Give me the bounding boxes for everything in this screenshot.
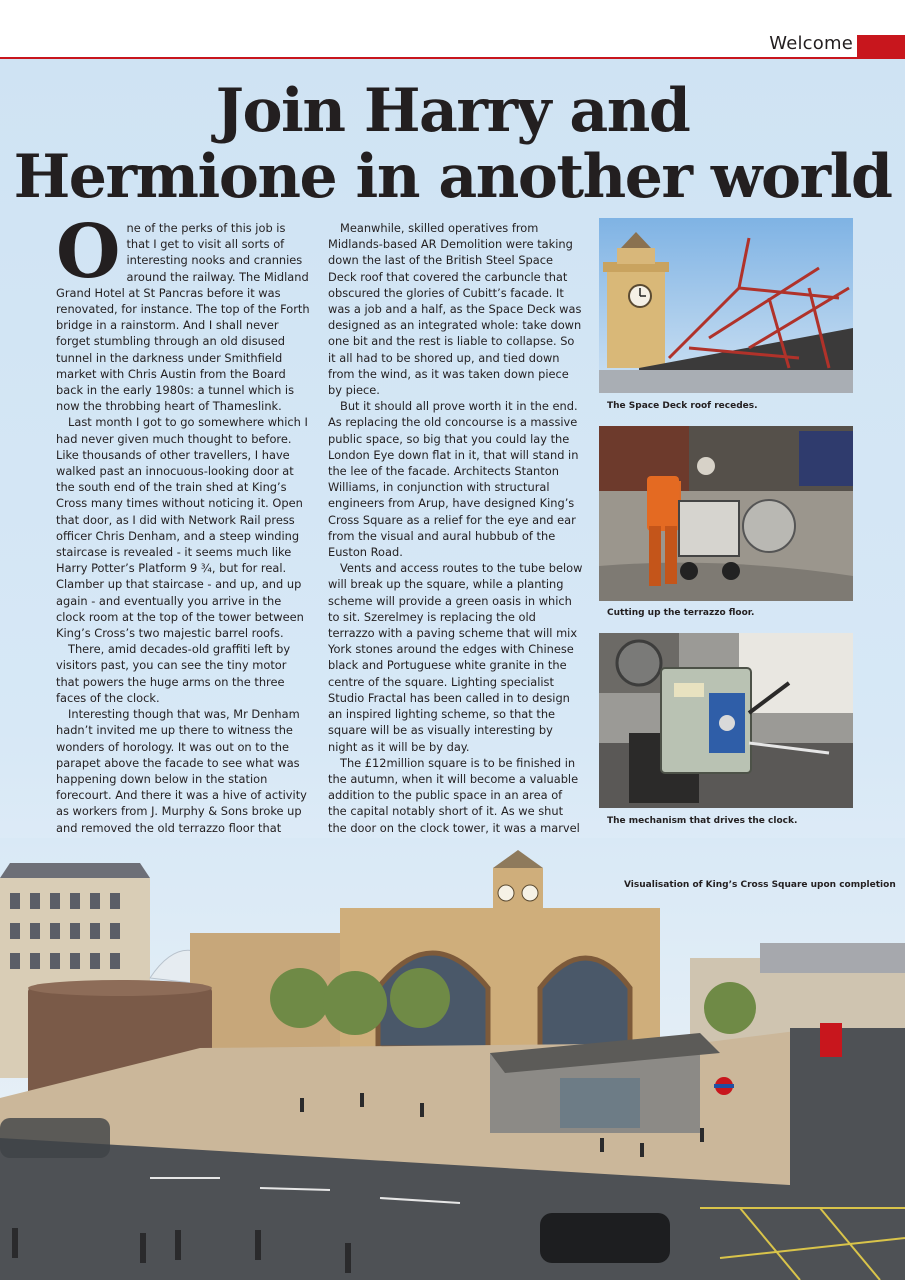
caption-photo-1: The Space Deck roof recedes. — [607, 401, 758, 411]
paragraph: Meanwhile, skilled operatives from Midlands-based AR Demolition were taking down the last of the British Steel Space Deck roof that covered the carbuncle that obscured the glories of Cubitt’s facade. It was a job and a half, as the Space Deck was designed as an integrated whole: take down one bit and the rest is liable to collapse. So it all had to be shored up, and tied down from the wind, as it was taken down piece by piece. — [328, 221, 582, 398]
section-label: Welcome — [769, 33, 853, 54]
paragraph: One of the perks of this job is that I get to visit all sorts of interesting nooks and crannies around the railway. The Midland Grand Hotel at St Pancras before it was renovated, for instance. The top of the Forth bridge in a rainstorm. And I shall never forget stumbling through an old disused tunnel in the darkness under Smithfield market with Chris Austin from the Board back in the early 1980s: a tunnel which is now the throbbing heart of Thameslink. — [56, 209, 310, 414]
caption-visualisation: Visualisation of King’s Cross Square upon completion — [624, 880, 896, 890]
paragraph: The £12million square is to be finished in the autumn, when it will become a valuable addition to the public space in an area of the capital notably short of it. As we shut the door on the clock tower, it was a marvel — [328, 755, 584, 885]
paragraph: Last month I got to go somewhere which I had never given much thought to before. Like thousands of other travellers, I have walked past an innocuous-looking door at the south end of the train shed at King’s Cross many times without noticing it. Open that door, as I did with Network Rail press officer Chris Denham, and a steep winding staircase is revealed - it seems much like Harry Potter’s Platform 9 ¾, but for real. Clamber up that staircase - and up, and up again - and eventually you arrive in the clock room at the top of the tower between King’s Cross’s two majestic barrel roofs. — [56, 415, 308, 641]
section-tab — [857, 35, 905, 57]
article-column-2 — [328, 220, 584, 901]
caption-photo-2: Cutting up the terrazzo floor. — [607, 608, 755, 618]
paragraph: There, amid decades-old graffiti left by visitors past, you can see the tiny motor that powers the huge arms on the three faces of the clock. — [56, 642, 291, 705]
paragraph: But it should all prove worth it in the end. As replacing the old concourse is a massive public space, so big that you could lay the London Eye down flat in it, that will stand in the lee of the facade. Architects Stanton Williams, in conjunction with structural engineers from Arup, have designed King’s Cross Square as a relief for the eye and ear from the visual and aural hubbub of the Euston Road. — [328, 399, 579, 560]
headline-line-2: Hermione in another world — [13, 142, 892, 212]
drop-cap: O — [56, 209, 121, 295]
article-column-1 — [56, 209, 311, 901]
visualisation-image — [0, 838, 905, 1280]
paragraph: Interesting though that was, Mr Denham hadn’t invited me up there to witness the wonders of horology. It was out on to the parapet above the facade to see what was happening down below in the station forecourt. And there it was a hive of activity as workers from J. Murphy & Sons broke up and removed the old terrazzo floor that — [56, 707, 307, 835]
headline-line-1: Join Harry and — [215, 76, 690, 146]
photo-space-deck-roof — [599, 218, 853, 393]
photo-clock-mechanism — [599, 633, 853, 808]
caption-photo-3: The mechanism that drives the clock. — [607, 816, 798, 826]
headline — [0, 78, 905, 210]
photo-cutting-terrazzo — [599, 426, 853, 601]
paragraph: Vents and access routes to the tube below will break up the square, while a planting scheme will provide a green oasis in which to sit. Szerelmey is replacing the old terrazzo with a paving scheme that will mix York stones around the edges with Chinese black and Portuguese white granite in the centre of the square. Lighting specialist Studio Fractal has been called in to design an inspired lighting scheme, so that the square will be as visually interesting by night as it will be by day. — [328, 561, 583, 754]
